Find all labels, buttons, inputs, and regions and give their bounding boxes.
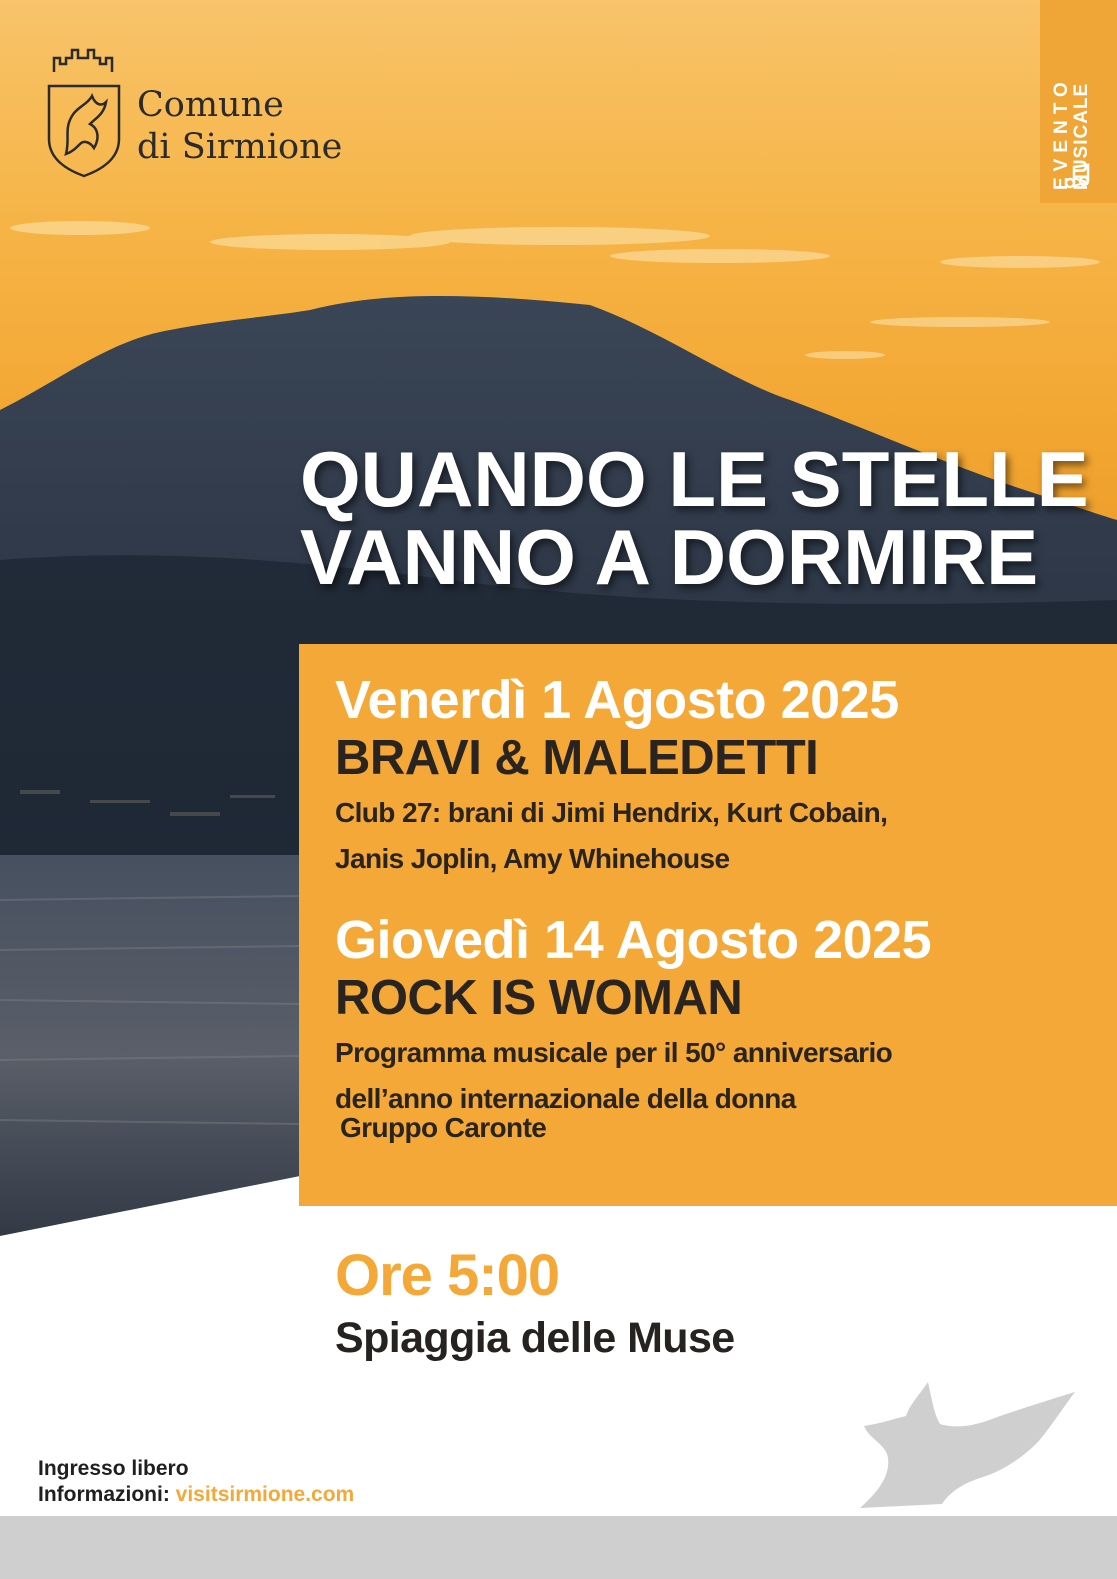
tag-line-2: MUSICALE xyxy=(1071,82,1092,190)
event-description-line-1: Programma musicale per il 50° anniversario xyxy=(335,1037,893,1068)
event-series-title xyxy=(300,435,1100,601)
event-description xyxy=(335,790,1095,882)
event-time: Ore 5:00 xyxy=(335,1243,560,1308)
logo-line-2: di Sirmione xyxy=(137,127,343,167)
info-line xyxy=(38,1482,354,1508)
events-panel xyxy=(299,644,1117,1206)
footer-info xyxy=(38,1456,354,1508)
event-description-line-2: Janis Joplin, Amy Whinehouse xyxy=(335,843,730,874)
title-line-1: QUANDO LE STELLE xyxy=(300,435,1089,523)
performer-group: Gruppo Caronte xyxy=(340,1112,547,1143)
event-date: Giovedì 14 Agosto 2025 xyxy=(335,910,932,970)
event-name: BRAVI & MALEDETTI xyxy=(335,731,819,785)
event-description-line-1: Club 27: brani di Jimi Hendrix, Kurt Cobain, xyxy=(335,797,888,828)
tag-line-1: EVENTO xyxy=(1051,76,1072,190)
sirmione-crest-icon xyxy=(46,44,126,184)
logo-line-1: Comune xyxy=(137,85,284,125)
footer-bar xyxy=(0,1516,1117,1579)
music-note-icon xyxy=(1064,163,1090,189)
entry-note: Ingresso libero xyxy=(38,1457,189,1480)
evento-musicale-tag xyxy=(1040,0,1117,203)
event-description-line-2: dell’anno internazionale della donna xyxy=(335,1083,796,1114)
event-1 xyxy=(335,670,1095,882)
info-label: Informazioni: xyxy=(38,1483,170,1506)
title-line-2: VANNO A DORMIRE xyxy=(300,513,1039,601)
event-description xyxy=(335,1030,1095,1122)
website-link[interactable]: visitsirmione.com xyxy=(175,1483,355,1506)
comune-di-sirmione-logo xyxy=(46,44,366,184)
logo-wordmark xyxy=(137,84,342,168)
event-2 xyxy=(335,910,1095,1122)
griffin-watermark-icon xyxy=(850,1380,1090,1520)
event-location: Spiaggia delle Muse xyxy=(335,1314,735,1362)
event-date: Venerdì 1 Agosto 2025 xyxy=(335,670,899,730)
event-name: ROCK IS WOMAN xyxy=(335,971,743,1025)
